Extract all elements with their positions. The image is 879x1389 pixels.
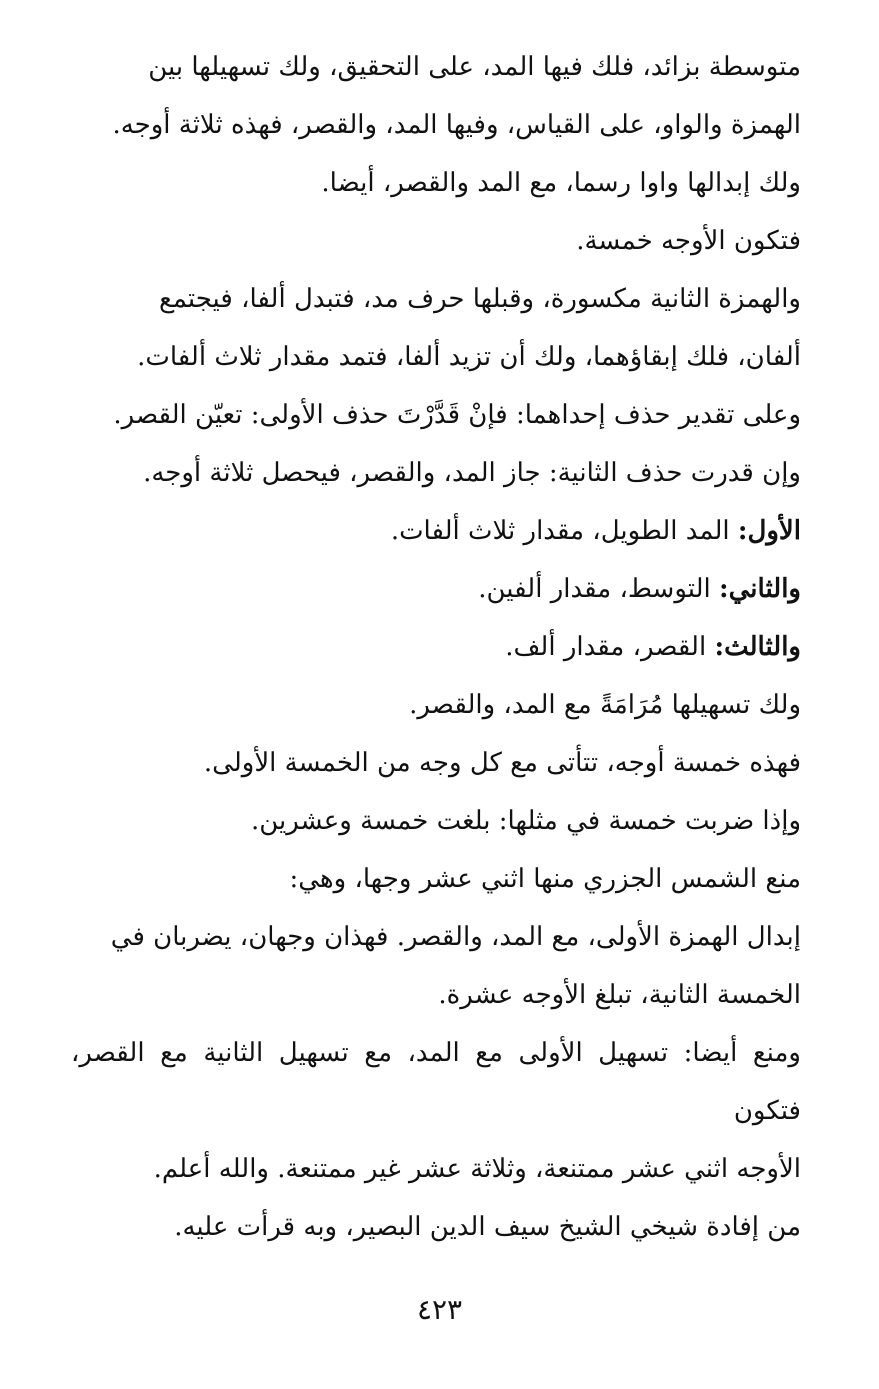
paragraph [71,502,801,560]
paragraph [71,212,801,270]
text-line: وإن قدرت حذف الثانية: جاز المد، والقصر، فيحصل ثلاثة أوجه. [143,458,801,488]
text-line: ولك تسهيلها مُرَامَةً مع المد، والقصر. [409,690,801,720]
text-line: الخمسة الثانية، تبلغ الأوجه عشرة. [438,980,801,1010]
paragraph [71,734,801,792]
text-line: وعلى تقدير حذف إحداهما: فإنْ قَدَّرْتَ حذف الأولى: تعيّن القصر. [113,400,801,430]
paragraph [71,1024,801,1198]
paragraph [71,792,801,850]
text-line: فتكون الأوجه خمسة. [576,226,801,256]
text-line: والهمزة الثانية مكسورة، وقبلها حرف مد، فتبدل ألفا، فيجتمع [159,284,801,314]
item-label-first: الأول: [737,516,801,546]
paragraph [71,154,801,212]
text-line: وإذا ضربت خمسة في مثلها: بلغت خمسة وعشرين. [250,806,801,836]
text-line: ولك إبدالها واوا رسما، مع المد والقصر، أيضا. [321,168,801,198]
paragraph [71,444,801,502]
text-line: الأوجه اثني عشر ممتنعة، وثلاثة عشر غير ممتنعة. والله أعلم. [153,1154,801,1184]
item-text: القصر، مقدار ألف. [505,632,715,662]
text-line: منع الشمس الجزري منها اثني عشر وجها، وهي: [289,864,801,894]
paragraph [71,560,801,618]
paragraph [71,850,801,908]
item-label-third: والثالث: [714,632,801,662]
item-text: التوسط، مقدار ألفين. [478,574,720,604]
paragraph [71,38,801,154]
paragraph [71,386,801,444]
item-label-second: والثاني: [719,574,801,604]
text-line: الهمزة والواو، على القياس، وفيها المد، والقصر، فهذه ثلاثة أوجه. [112,110,801,140]
text-line: ألفان، فلك إبقاؤهما، ولك أن تزيد ألفا، فتمد مقدار ثلاث ألفات. [137,342,801,372]
page-body [71,38,801,1256]
paragraph [71,908,801,1024]
paragraph [71,676,801,734]
text-line: فهذه خمسة أوجه، تتأتى مع كل وجه من الخمسة الأولى. [203,748,801,778]
paragraph [71,1198,801,1256]
text-line: متوسطة بزائد، فلك فيها المد، على التحقيق، ولك تسهيلها بين [148,52,801,82]
paragraph [71,270,801,386]
text-line: ومنع أيضا: تسهيل الأولى مع المد، مع تسهيل الثانية مع القصر، فتكون [71,1038,801,1126]
paragraph [71,618,801,676]
text-line: من إفادة شيخي الشيخ سيف الدين البصير، وبه قرأت عليه. [174,1212,801,1242]
item-text: المد الطويل، مقدار ثلاث ألفات. [390,516,738,546]
text-line: إبدال الهمزة الأولى، مع المد، والقصر. فهذان وجهان، يضربان في [110,922,801,952]
page-number: ٤٢٣ [416,1293,463,1326]
